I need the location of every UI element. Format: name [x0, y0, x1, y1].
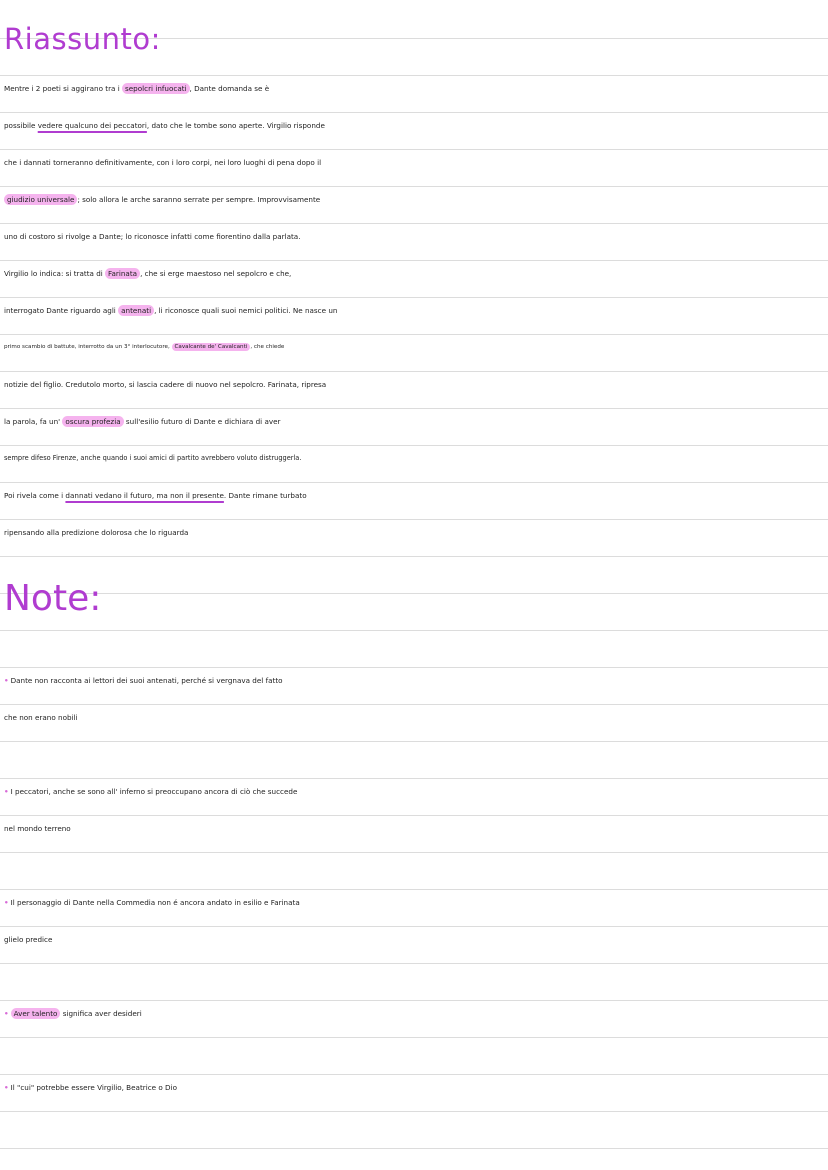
text-segment: la parola, fa un' [4, 417, 63, 426]
text-segment: Poi rivela come i [4, 491, 66, 500]
text-segment: , Dante domanda se è [189, 84, 270, 93]
note-line [4, 884, 826, 921]
note-line [4, 810, 826, 847]
text-segment: Mentre i 2 poeti si aggirano tra i [4, 84, 123, 93]
text-segment: che i dannati torneranno definitivamente, con i loro corpi, nei loro luoghi di pena dopo il [4, 158, 322, 167]
text-segment: nel mondo terreno [4, 824, 71, 833]
riassunto-line [4, 107, 826, 144]
highlighted-phrase: oscura profezia [62, 416, 123, 427]
text-segment: primo scambio di battute, interrotto da un 3° interlocutore, [4, 344, 172, 350]
highlighted-phrase: Farinata [105, 268, 140, 279]
note-item [4, 1069, 826, 1106]
text-segment: Il "cui" potrebbe essere Virgilio, Beatrice o Dio [10, 1083, 177, 1092]
riassunto-line [4, 440, 826, 477]
text-segment: interrogato Dante riguardo agli [4, 306, 119, 315]
riassunto-line [4, 181, 826, 218]
note-line [4, 995, 826, 1032]
riassunto-line [4, 329, 826, 366]
riassunto-line [4, 70, 826, 107]
underlined-phrase: vedere qualcuno dei peccatori [37, 121, 147, 130]
bullet-dot-icon: • [4, 1083, 9, 1092]
note-heading: Note: [4, 578, 102, 619]
riassunto-line [4, 144, 826, 181]
text-segment: I peccatori, anche se sono all' inferno si preoccupano ancora di ciò che succede [10, 787, 298, 796]
note-line [4, 1069, 826, 1106]
note-item [4, 662, 826, 736]
riassunto-heading: Riassunto: [4, 22, 161, 56]
text-segment: significa aver desideri [60, 1009, 142, 1018]
note-line [4, 699, 826, 736]
bullet-dot-icon: • [4, 676, 9, 685]
text-segment: glielo predice [4, 935, 53, 944]
text-segment: che non erano nobili [4, 713, 78, 722]
riassunto-line [4, 366, 826, 403]
riassunto-line [4, 403, 826, 440]
text-segment: Virgilio lo indica: si tratta di [4, 269, 106, 278]
note-line [4, 773, 826, 810]
underlined-phrase: dannati vedano il futuro, ma non il presente [65, 491, 224, 500]
riassunto-line [4, 477, 826, 514]
bullet-dot-icon: • [4, 1009, 9, 1018]
text-segment: ripensando alla predizione dolorosa che lo riguarda [4, 528, 189, 537]
note-line [4, 662, 826, 699]
riassunto-paragraph [4, 70, 826, 551]
bullet-dot-icon: • [4, 898, 9, 907]
text-segment: . Dante rimane turbato [223, 491, 307, 500]
text-segment: Il personaggio di Dante nella Commedia non é ancora andato in esilio e Farinata [10, 898, 300, 907]
riassunto-line [4, 255, 826, 292]
riassunto-line [4, 514, 826, 551]
text-segment: Dante non racconta ai lettori dei suoi antenati, perché si vergnava del fatto [10, 676, 283, 685]
text-segment: , che si erge maestoso nel sepolcro e che, [140, 269, 292, 278]
highlighted-phrase: sepolcri infuocati [122, 83, 190, 94]
text-segment: uno di costoro si rivolge a Dante; lo riconosce infatti come fiorentino dalla parlata. [4, 232, 301, 241]
note-item [4, 995, 826, 1032]
note-line [4, 921, 826, 958]
text-segment: , che chiede [250, 344, 285, 350]
riassunto-line [4, 218, 826, 255]
highlighted-phrase: antenati [118, 305, 154, 316]
text-segment: , li riconosce quali suoi nemici politici. Ne nasce un [154, 306, 338, 315]
text-segment: ; solo allora le arche saranno serrate per sempre. Improvvisamente [77, 195, 321, 204]
text-segment: , dato che le tombe sono aperte. Virgilio risponde [146, 121, 325, 130]
bullet-dot-icon: • [4, 787, 9, 796]
text-segment: sull'esilio futuro di Dante e dichiara di aver [123, 417, 281, 426]
highlighted-phrase: Aver talento [11, 1008, 61, 1019]
note-item [4, 773, 826, 847]
text-segment: notizie del figlio. Credutolo morto, si lascia cadere di nuovo nel sepolcro. Farinata, ripresa [4, 380, 327, 389]
note-item [4, 884, 826, 958]
text-segment: sempre difeso Firenze, anche quando i suoi amici di partito avrebbero voluto distruggerla. [4, 454, 302, 462]
riassunto-line [4, 292, 826, 329]
highlighted-phrase: Cavalcante de' Cavalcanti [172, 343, 251, 351]
text-segment: possibile [4, 121, 38, 130]
highlighted-phrase: giudizio universale [4, 194, 77, 205]
